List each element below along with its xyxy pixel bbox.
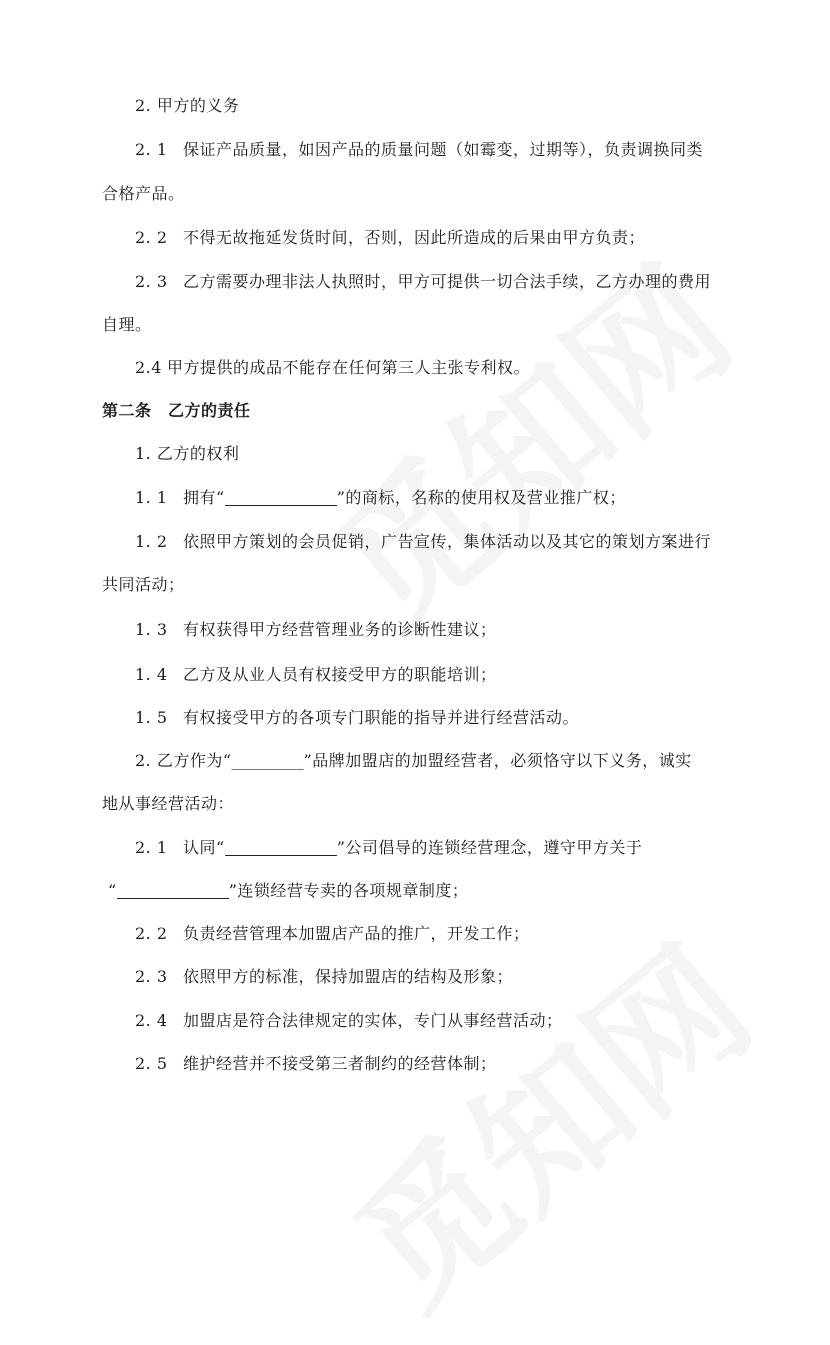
clause-text: 乙方及从业人员有权接受甲方的职能培训； [183, 665, 497, 684]
clause-text: 不得无故拖延发货时间，否则，因此所造成的后果由甲方负责； [183, 228, 646, 247]
clause-number: 1. 1 [135, 488, 168, 507]
clause-text: ”品牌加盟店的加盟经营者，必须恪守以下义务，诚实 [303, 751, 692, 770]
clause-number: 2. 4 [135, 1011, 168, 1030]
fill-in-blank[interactable] [225, 839, 337, 856]
clause-2-1 [135, 838, 642, 858]
clause-number: 1. 3 [135, 620, 168, 639]
clause-number: 2. 3 [135, 967, 168, 986]
clause-text: ”的商标，名称的使用权及营业推广权； [336, 488, 626, 507]
fill-in-blank[interactable]: _________ [231, 751, 304, 770]
clause-2-3 [135, 272, 711, 292]
clause-number: 2. 3 [135, 272, 168, 291]
duties-heading [135, 751, 692, 771]
clause-1-4 [135, 665, 497, 685]
clause-text-continued: 共同活动； [102, 575, 185, 594]
clause-number: 2.4 [135, 358, 162, 377]
clause-text-continued: 自理。 [102, 315, 152, 334]
clause-text: 认同“ [183, 838, 225, 857]
clause-text: 有权获得甲方经营管理业务的诊断性建议； [183, 620, 497, 639]
clause-text-continued: 合格产品。 [102, 184, 185, 203]
clause-number: 1. 2 [135, 532, 168, 551]
clause-number: 2. 1 [135, 838, 168, 857]
clause-text: 拥有“ [183, 488, 225, 507]
section-heading: 2. 甲方的义务 [135, 96, 240, 115]
clause-text: 维护经营并不接受第三者制约的经营体制； [183, 1054, 497, 1073]
clause-text: ”连锁经营专卖的各项规章制度； [228, 881, 469, 900]
clause-text: 依照甲方策划的会员促销，广告宣传，集体活动以及其它的策划方案进行 [183, 532, 712, 551]
clause-number: 1. 4 [135, 665, 168, 684]
clause-2-1 [135, 140, 703, 160]
clause-1-5 [135, 708, 579, 728]
clause-2-5 [135, 1054, 497, 1074]
clause-text: 甲方提供的成品不能存在任何第三人主张专利权。 [167, 358, 531, 377]
clause-number: 2. 2 [135, 228, 168, 247]
watermark [303, 891, 787, 1345]
clause-text: 2. 乙方作为“ [135, 751, 232, 770]
clause-text-continued [108, 881, 468, 901]
clause-2-2 [135, 924, 530, 944]
clause-text: 保证产品质量，如因产品的质量问题（如霉变，过期等），负责调换同类 [183, 140, 704, 159]
clause-2-4 [135, 358, 530, 378]
fill-in-blank[interactable] [225, 489, 337, 506]
clause-text: 依照甲方的标准，保持加盟店的结构及形象； [183, 967, 514, 986]
clause-1-3 [135, 620, 497, 640]
section-heading: 1. 乙方的权利 [135, 444, 240, 463]
clause-number: 2. 5 [135, 1054, 168, 1073]
article-title: 第二条 乙方的责任 [102, 401, 251, 420]
clause-1-2 [135, 532, 711, 552]
fill-in-blank[interactable] [117, 882, 229, 899]
clause-text: 有权接受甲方的各项专门职能的指导并进行经营活动。 [183, 708, 580, 727]
clause-number: 2. 1 [135, 140, 168, 159]
clause-number: 1. 5 [135, 708, 168, 727]
clause-2-4 [135, 1011, 563, 1031]
clause-2-3 [135, 967, 513, 987]
clause-1-1 [135, 488, 626, 508]
clause-number: 2. 2 [135, 924, 168, 943]
clause-2-2 [135, 228, 645, 248]
clause-text: “ [108, 881, 117, 900]
clause-text: 负责经营管理本加盟店产品的推广，开发工作； [183, 924, 530, 943]
clause-text: ”公司倡导的连锁经营理念，遵守甲方关于 [336, 838, 643, 857]
clause-text: 加盟店是符合法律规定的实体，专门从事经营活动； [183, 1011, 563, 1030]
clause-text: 乙方需要办理非法人执照时，甲方可提供一切合法手续，乙方办理的费用 [183, 272, 712, 291]
clause-text-continued: 地从事经营活动： [102, 794, 235, 813]
